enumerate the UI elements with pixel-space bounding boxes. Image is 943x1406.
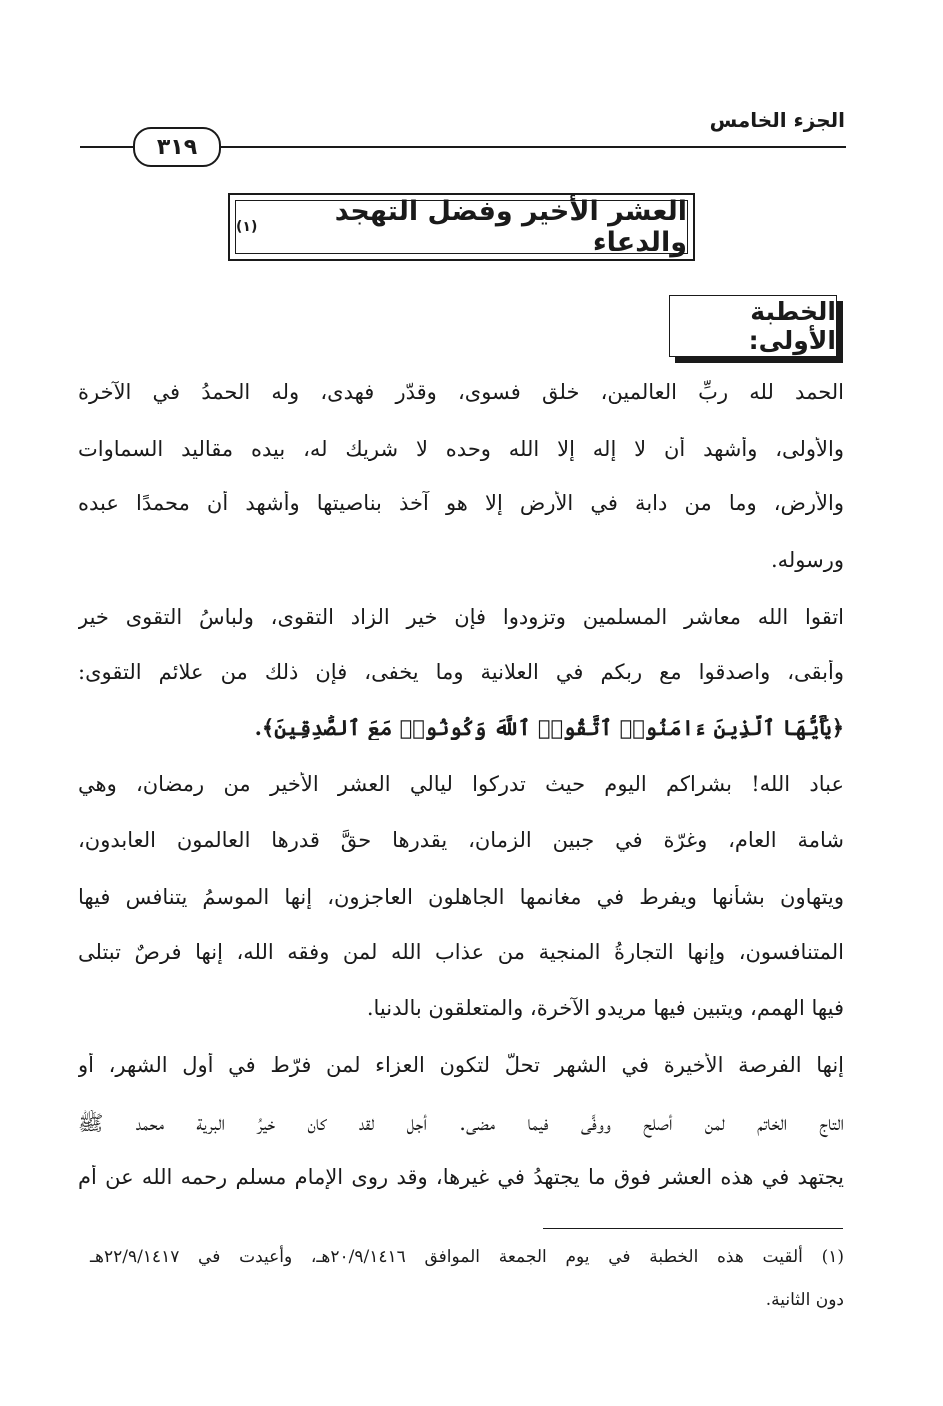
body-line: والأرض، وما من دابة في الأرض إلا هو آخذ بناصيتها وأشهد أن محمدًا عبده <box>78 491 844 515</box>
body-line: التاج الخاتم لمن أصلح ووفَّى فيما مضى. أجل لقد كان خيرُ البرية محمد ﷺ <box>78 1111 844 1135</box>
body-line: يجتهد في هذه العشر فوق ما يجتهدُ في غيرها، وقد روى الإمام مسلم رحمه الله عن أم <box>78 1165 844 1189</box>
body-line: إنها الفرصة الأخيرة في الشهر تحلُّ لتكون العزاء لمن فرّط في أول الشهر، أو <box>78 1053 844 1077</box>
footnote-line: دون الثانية. <box>765 1290 844 1310</box>
body-line: فيها الهمم، ويتبين فيها مريدو الآخرة، والمتعلقون بالدنيا. <box>366 996 844 1020</box>
body-line: الحمد لله ربِّ العالمين، خلق فسوى، وقدّر فهدى، وله الحمدُ في الآخرة <box>78 380 844 404</box>
header-rule-left <box>80 146 135 148</box>
header-rule-right <box>215 146 846 148</box>
footnote-separator <box>543 1228 843 1229</box>
footnote-line: (١) ألقيت هذه الخطبة في يوم الجمعة الموافق ٢٠/٩/١٤١٦هـ، وأعيدت في ٢٢/٩/١٤١٧هـ <box>90 1247 844 1267</box>
body-line: وأبقى، واصدقوا مع ربكم في العلانية وما يخفى، فإن ذلك من علائم التقوى: <box>78 660 844 684</box>
chapter-title <box>235 196 688 258</box>
running-header-title: الجزء الخامس <box>709 108 845 132</box>
section-heading: الخطبة الأولى: <box>669 295 837 357</box>
body-line: عباد الله! بشراكم اليوم حيث تدركوا ليالي العشر الأخير من رمضان، وهي <box>78 772 844 796</box>
chapter-title-frame <box>228 193 695 261</box>
body-line: والأولى، وأشهد أن لا إله إلا الله وحده لا شريك له، بيده مقاليد السماوات <box>78 437 844 461</box>
title-footnote-marker: (١) <box>236 219 258 235</box>
chapter-title-text: العشر الأخير وفضل التهجد والدعاء <box>334 196 687 258</box>
body-line: ويتهاون بشأنها ويفرط في مغانمها الجاهلون العاجزون، إنها الموسمُ يتنافس فيها <box>78 885 844 909</box>
body-line: اتقوا الله معاشر المسلمين وتزودوا فإن خير الزاد التقوى، ولباسُ التقوى خير <box>78 605 844 629</box>
page-number: ٣١٩ <box>133 127 221 167</box>
body-line: ورسوله. <box>770 548 844 572</box>
body-line: شامة العام، وغرّة في جبين الزمان، يقدرها حقَّ قدرها العالمون العابدون، <box>78 828 844 852</box>
quran-verse: ﴿يَٰٓأَيُّهَا ٱلَّذِينَ ءَامَنُوا۟ ٱتَّقُوا۟ ٱللَّهَ وَكُونُوا۟ مَعَ ٱلصَّٰدِقِينَ﴾. <box>254 715 844 740</box>
body-line: المتنافسون، وإنها التجارةُ المنجية من عذاب الله لمن وفقه الله، إنها فرصٌ تبتلى <box>78 940 844 964</box>
